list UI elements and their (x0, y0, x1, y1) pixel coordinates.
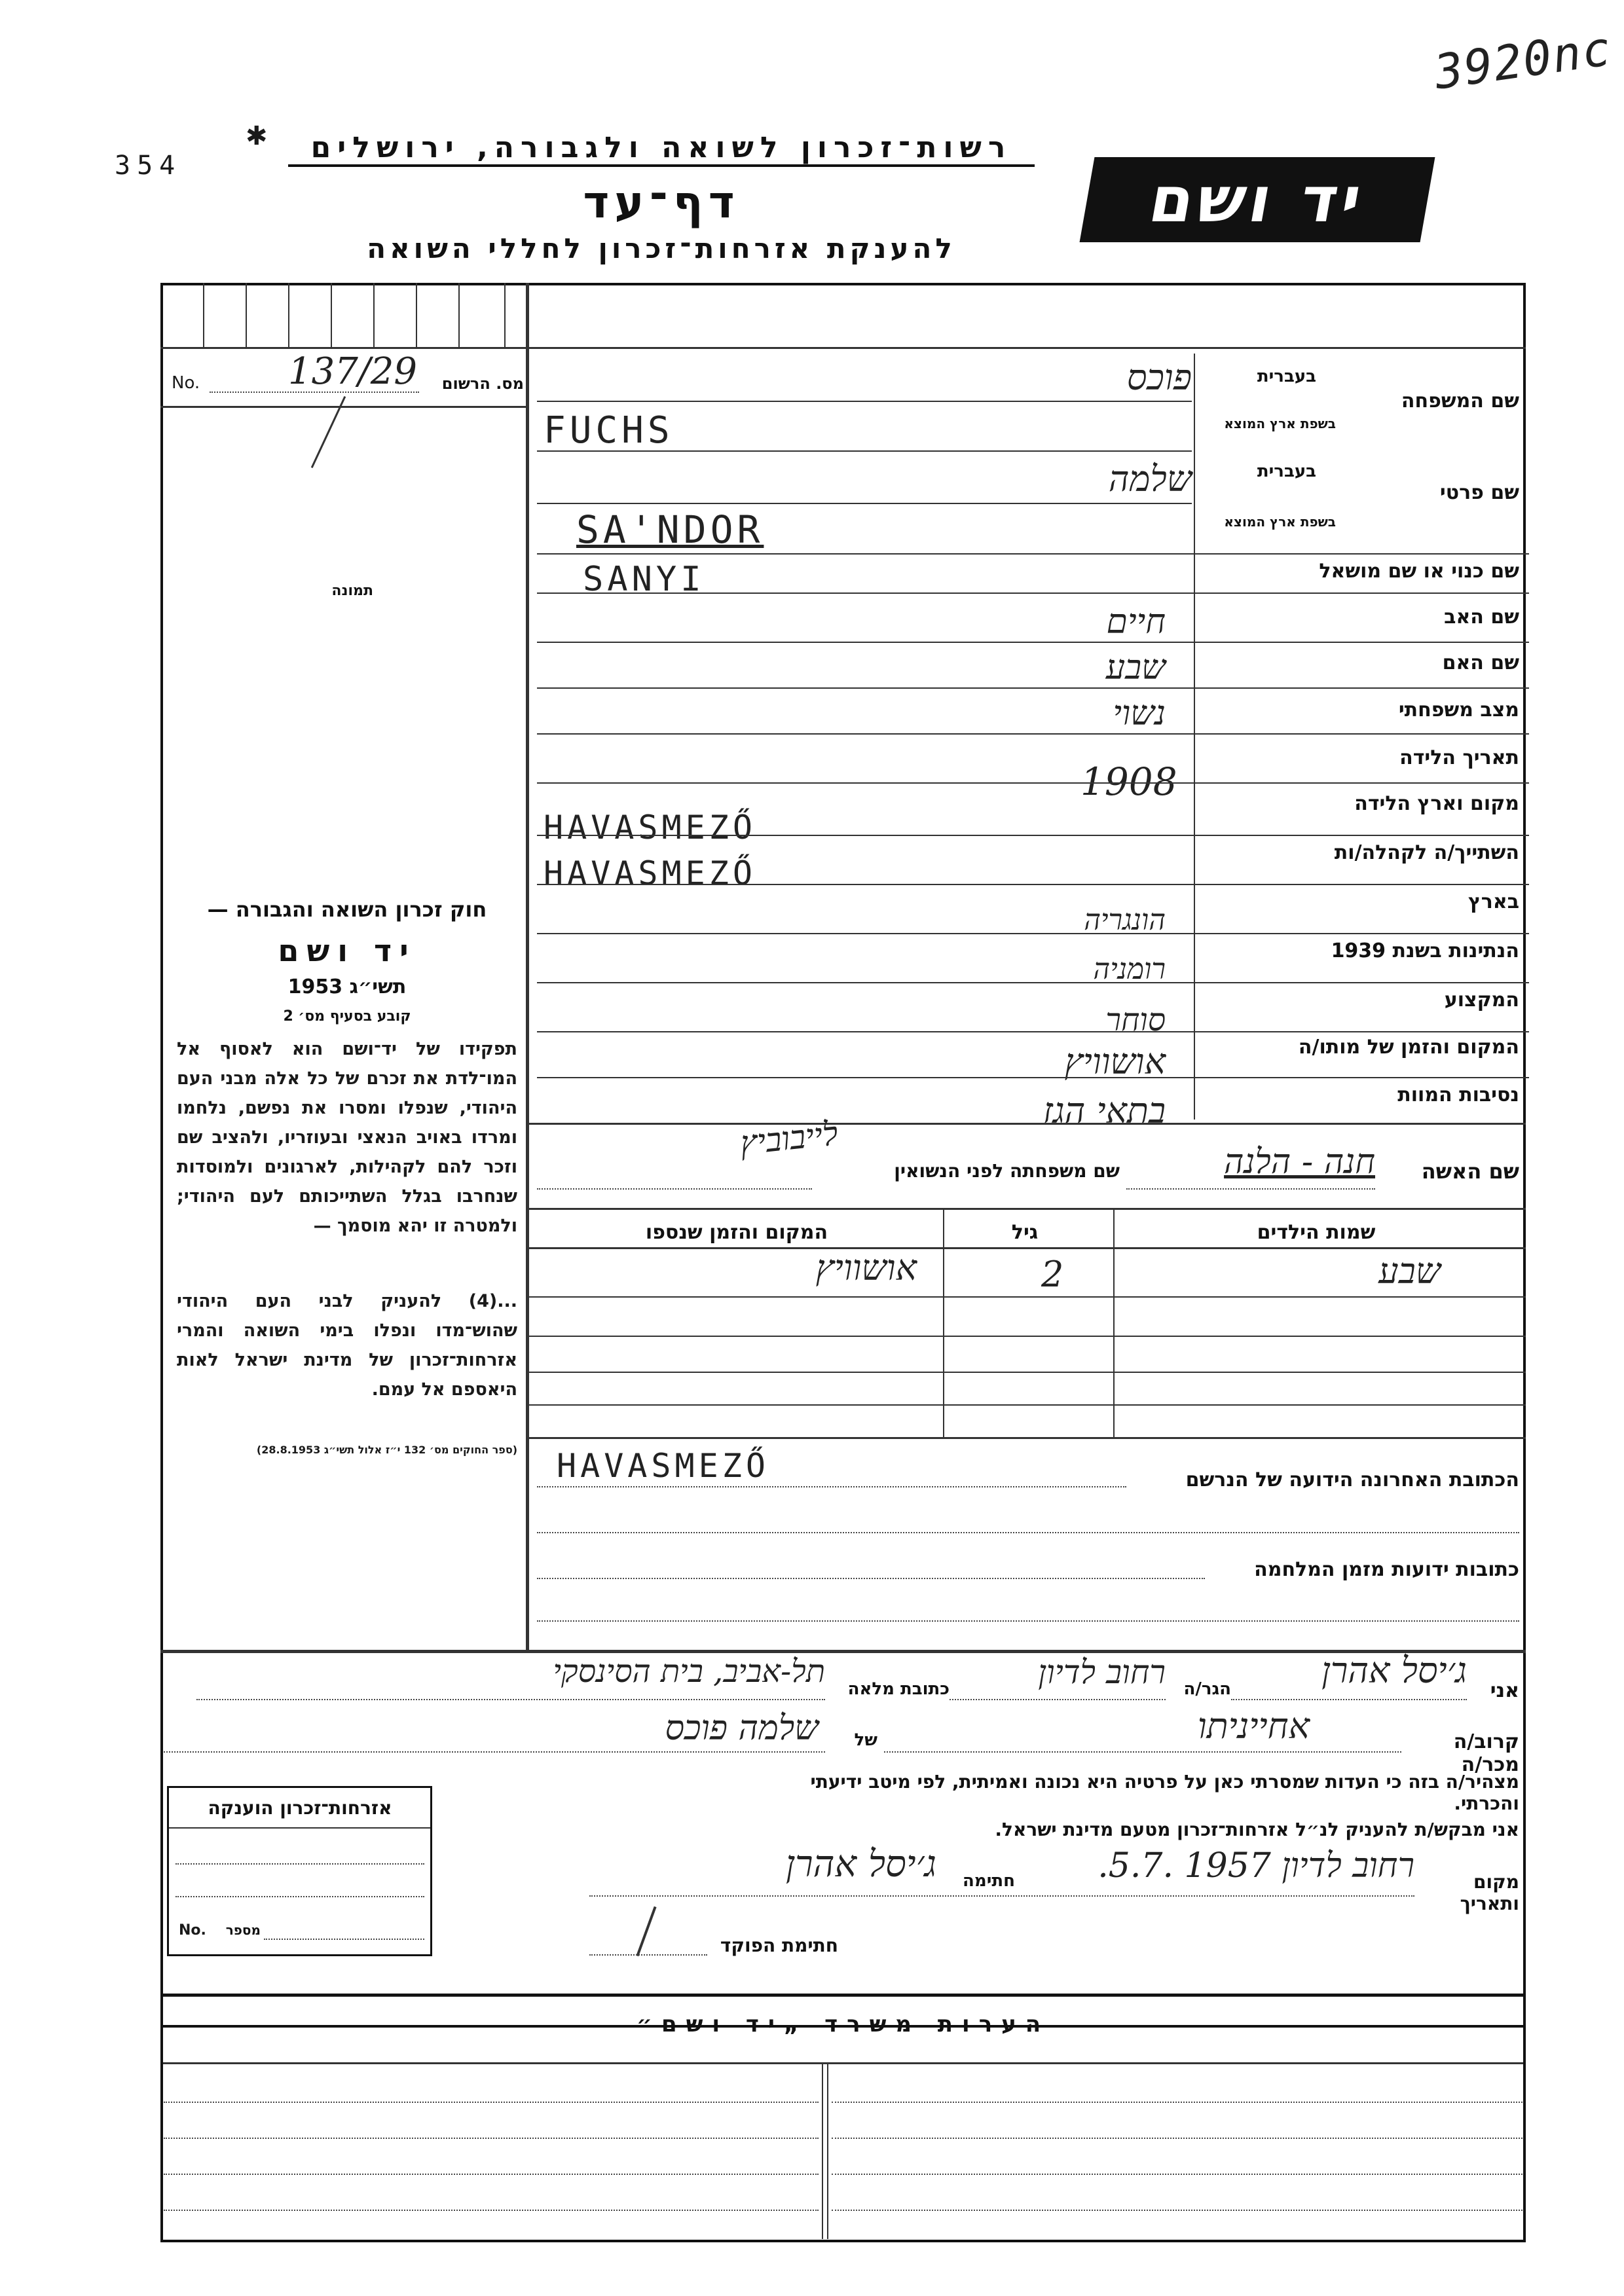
death-circumstances-label: נסיבות המוות (1397, 1084, 1519, 1106)
children-col-place: המקום והזמן שנספו (645, 1221, 828, 1244)
mother-name-value: שבע (1105, 648, 1166, 687)
office-notes-title: הערות משרד „יד ושם״ (636, 2011, 1050, 2037)
father-name-label: שם האב (1444, 606, 1519, 629)
nickname-label: שם כנוי או שם מושאל (1319, 560, 1519, 583)
office-notes-frame (160, 1994, 1526, 2242)
family-name-sub-hebrew: בעברית (1257, 367, 1316, 386)
family-name-label: שם המשפחה (1401, 390, 1519, 412)
nickname-value: SANYI (583, 560, 705, 599)
family-name-hebrew: פוכס (1126, 357, 1192, 398)
birth-place-value: HAVASMEZŐ (544, 809, 756, 847)
relation-value: אחייניתו (1197, 1705, 1310, 1747)
death-place-label: המקום והזמן של מותו/ה (1298, 1036, 1519, 1059)
declarant-name-value: ג׳יסל אהרן (1321, 1650, 1467, 1691)
father-name-value: חיים (1106, 602, 1166, 642)
last-address-label: הכתובת האחרונה הידועה של הנרשם (1185, 1468, 1519, 1491)
marital-status-value: נשוי (1113, 694, 1166, 733)
left-column-divider (526, 283, 529, 1651)
citizenship-box-title: אזרחות־זכרון הוענקה (208, 1797, 392, 1819)
of-value: שלמה פוכס (665, 1709, 819, 1748)
child-age-1[interactable]: 2 (1041, 1254, 1064, 1295)
authority-title: רשות־זכרון לשואה ולגבורה, ירושלים (288, 131, 1035, 167)
country-value: הונגריה (1084, 903, 1166, 937)
profession-label: המקצוע (1444, 989, 1519, 1011)
marital-status-label: מצב משפחתי (1398, 699, 1519, 721)
profession-value: סוחר (1105, 1002, 1166, 1038)
registration-label: מס. הרשום (441, 374, 524, 393)
first-name-sub-hebrew: בעברית (1257, 462, 1316, 481)
star-mark: ✱ (246, 121, 268, 151)
declarant-address-value: תל-אביב, בית הסינסקי (553, 1653, 825, 1690)
child-name-1[interactable]: שבע (1378, 1250, 1441, 1292)
family-name-latin: FUCHS (544, 409, 674, 452)
birth-date-value: 1908 (1080, 759, 1177, 804)
first-name-label: שם פרטי (1439, 481, 1519, 504)
registration-number: 137/29 (288, 350, 418, 393)
no-label: No. (172, 373, 200, 393)
community-label: השתייך/ה לקהלה/ות (1334, 841, 1519, 864)
nationality-value: רומניה (1093, 953, 1166, 986)
nationality-label: הנתינות בשנת 1939 (1331, 939, 1519, 962)
community-value: HAVASMEZŐ (544, 854, 756, 892)
law-title: חוק זכרון השואה והגבורה — (207, 897, 487, 922)
child-place-1[interactable]: אושוויץ (815, 1247, 917, 1288)
law-name: יד ושם (278, 933, 416, 968)
citizenship-box-number-label: מספר (225, 1922, 261, 1938)
birth-date-label: תאריך הלידה (1399, 746, 1519, 769)
law-text-2: ...(4) להעניק לבני העם היהודי שהוש־מדו ונפלו בימי השואה והמרי אזרחות־זכרון של מדינת ישראל לאות היאספם אל עמם. (177, 1291, 517, 1400)
law-source: (ספר החוקים מס׳ 132 י״ז אלול תשי״ג 28.8.1953) (256, 1444, 517, 1456)
wife-maiden-label: שם משפחתה לפני הנשואין (894, 1160, 1120, 1182)
declare-text: מצהיר/ה בזה כי העדות שמסרתי כאן על פרטיה היא נכונה ואמיתית, לפי מיטב ידיעתי והכרתי. (810, 1771, 1519, 1814)
death-place-value: אושוויץ (1064, 1041, 1166, 1082)
wife-maiden-value: לייבוביץ (738, 1114, 840, 1163)
wife-value: חנה - הלנה (1224, 1142, 1375, 1182)
law-text-1: תפקידו של יד־ושם הוא לאסוף אל המו־לדת את זכרם של כל אלה מבני העם היהודי, שנפלו ומסרו את נפשם, נלחמו ומרדו באויב הנאצי ובעוזריו, ולהציב שם וזכר להם לקהילות, לארגונים ולמוסדות שנחרבו בגלל השתייכותם לעם היהודי; ולמטרה זו יהא מוסמך — (177, 1039, 517, 1236)
children-col-names: שמות הילדים (1257, 1221, 1376, 1244)
signature-value[interactable]: ג׳יסל אהרן (785, 1843, 936, 1886)
relation-label: קרוב/ה מכר/ה (1453, 1730, 1519, 1776)
citizenship-box-no-label: No. (179, 1922, 206, 1939)
of-label: של (854, 1730, 877, 1750)
form-title: דף־עד (583, 177, 740, 228)
first-name-hebrew: שלמה (1108, 458, 1192, 500)
page-number: 354 (115, 151, 182, 181)
law-year: תשי״ג 1953 (287, 975, 407, 998)
first-name-sub-origin: בשפת ארץ המוצא (1224, 514, 1336, 530)
first-name-latin: SA'NDOR (576, 507, 764, 552)
citizenship-box (167, 1786, 432, 1956)
photo-label: תמונה (331, 583, 373, 599)
signature-label: חתימה (963, 1871, 1015, 1891)
birth-place-label: מקום וארץ הלידה (1354, 792, 1519, 815)
wife-label: שם האשה (1421, 1159, 1519, 1184)
place-date-label: מקום ותאריך (1460, 1871, 1519, 1914)
declarant-ani-label: אני (1490, 1679, 1519, 1702)
law-section: קובע בסעיף מס׳ 2 (283, 1008, 411, 1025)
family-name-sub-origin: בשפת ארץ המוצא (1224, 416, 1336, 431)
request-text: אני מבקש/ת להעניק לנ״ל אזרחות־זכרון מטעם מדינת ישראל. (995, 1819, 1519, 1840)
form-subtitle: להענקת אזרחות־זכרון לחללי השואה (367, 232, 956, 264)
war-address-label: כתובות ידועות מזמן המלחמה (1254, 1558, 1519, 1581)
declarant-residing-label: הגר/ה (1183, 1679, 1231, 1699)
last-address-value: HAVASMEZŐ (557, 1447, 769, 1485)
yad-vashem-logo (1080, 157, 1435, 242)
place-date-value: רחוב לדיון 1957 .5.7. (1098, 1846, 1414, 1886)
officer-signature-label: חתימת הפוקד (720, 1935, 838, 1956)
country-label: בארץ (1467, 890, 1519, 913)
mother-name-label: שם האם (1442, 651, 1519, 674)
logo-text: יד ושם (1143, 163, 1371, 236)
children-col-age: גיל (1011, 1221, 1039, 1244)
declarant-residing-value: רחוב לדיון (1038, 1653, 1166, 1691)
corner-number: 3920nc (1431, 20, 1615, 100)
declarant-address-label: כתובת מלאה (847, 1679, 950, 1699)
death-circumstances-value: בתאי הגז (1043, 1090, 1166, 1131)
